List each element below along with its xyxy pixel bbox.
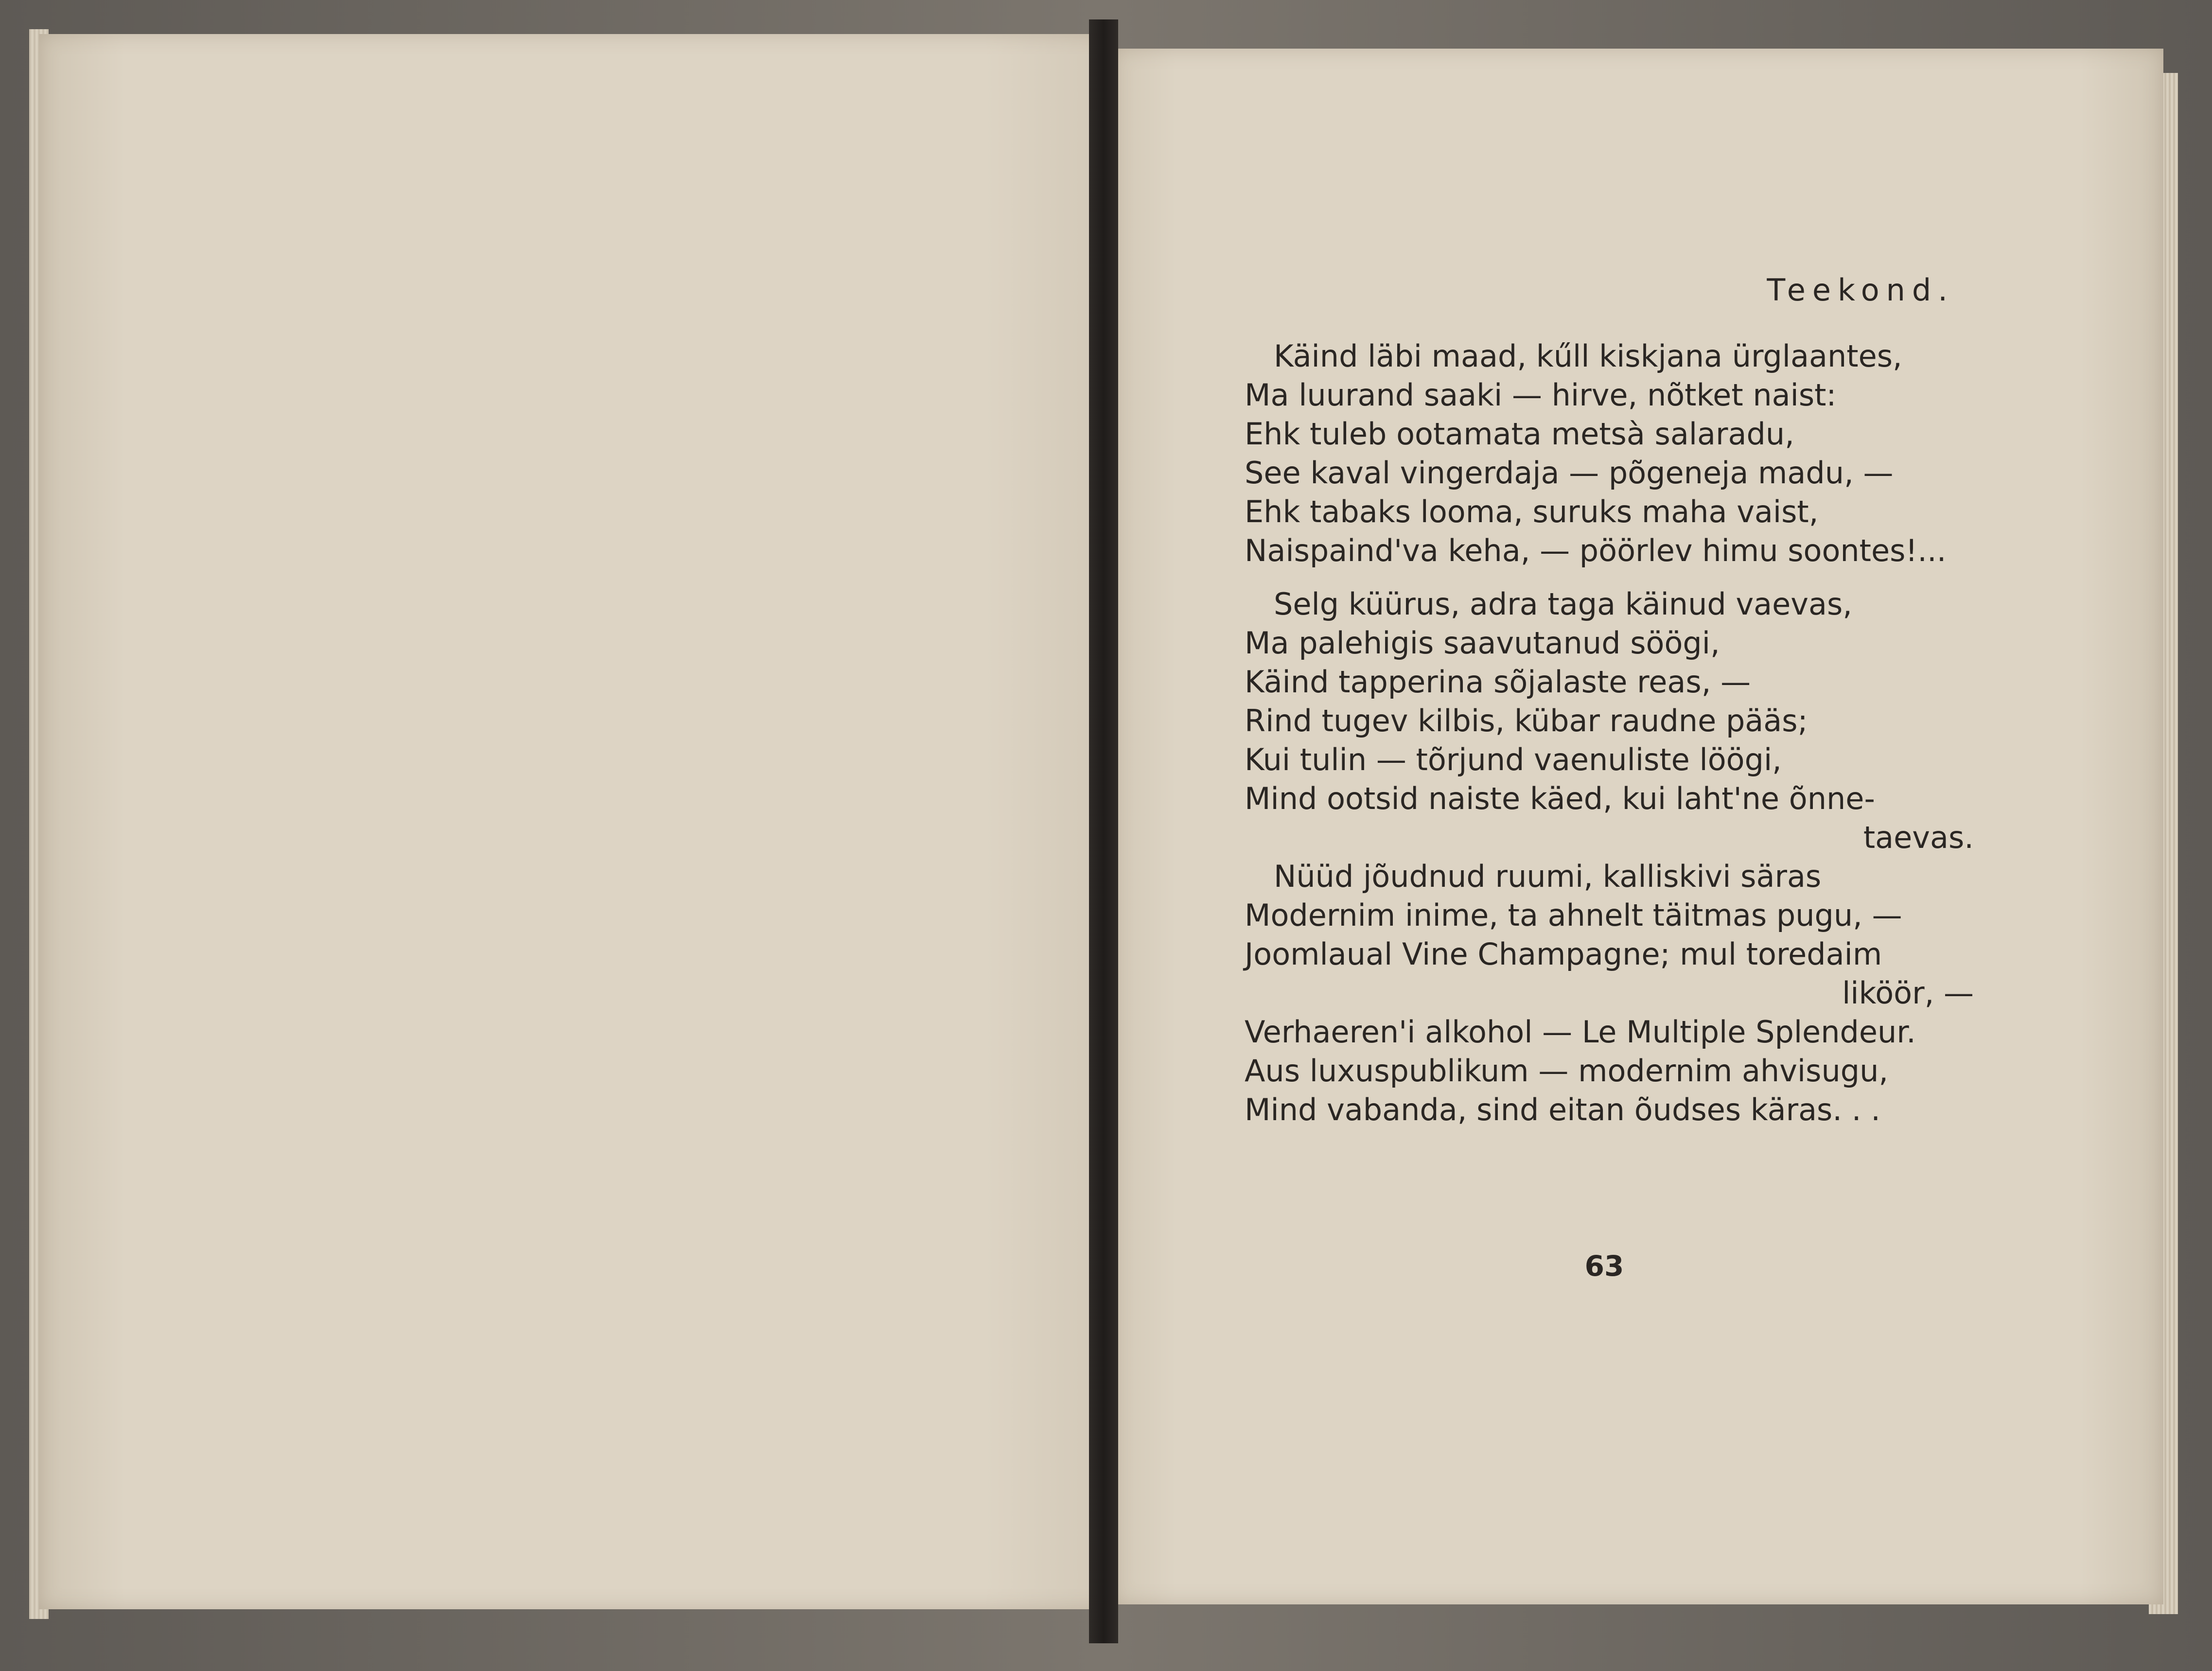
poem-line: Nüüd jõudnud ruumi, kalliskivi säras — [1274, 859, 1822, 894]
poem-line: Joomlaual Vine Champagne; mul toredaim — [1245, 936, 1882, 972]
stanza-gap — [1245, 570, 1974, 585]
poem — [1245, 272, 1974, 1129]
stanza-2 — [1245, 585, 1974, 857]
poem-line: Rind tugev kilbis, kübar raudne pääs; — [1245, 703, 1808, 739]
poem-line: Mind ootsid naiste käed, kui laht'ne õnne- — [1245, 781, 1875, 816]
poem-line: Mind vabanda, sind eitan õudses käras. . . — [1245, 1092, 1880, 1127]
poem-line: Kui tulin — tõrjund vaenuliste löögi, — [1245, 742, 1782, 777]
poem-line: Ehk tabaks looma, suruks maha vaist, — [1245, 494, 1819, 529]
poem-line-continuation: liköör, — — [1842, 975, 1974, 1011]
poem-line: Aus luxuspublikum — modernim ahvisugu, — [1245, 1053, 1889, 1089]
poem-line: Verhaeren'i alkohol — Le Multiple Splendeur. — [1245, 1014, 1916, 1050]
poem-line: Modernim inime, ta ahnelt täitmas pugu, — — [1245, 897, 1902, 933]
poem-line: Selg küürus, adra taga käinud vaevas, — [1274, 586, 1852, 622]
poem-line: Naispaind'va keha, — pöörlev himu soontes!... — [1245, 533, 1947, 568]
book-spine — [1089, 19, 1118, 1643]
poem-line: Käind läbi maad, kűll kiskjana ürglaantes, — [1274, 338, 1902, 374]
stanza-1 — [1245, 337, 1974, 570]
poem-line: Ma luurand saaki — hirve, nõtket naist: — [1245, 377, 1837, 413]
stanza-3 — [1245, 857, 1974, 1129]
poem-title: Teekond. — [1767, 272, 1954, 308]
poem-line: Käind tapperina sõjalaste reas, — — [1245, 664, 1751, 700]
page-number: 63 — [1584, 1249, 1624, 1283]
poem-line: See kaval vingerdaja — põgeneja madu, — — [1245, 455, 1894, 491]
poem-line: Ehk tuleb ootamata metsà salaradu, — [1245, 416, 1794, 452]
left-page-blank — [39, 34, 1116, 1609]
poem-line: Ma palehigis saavutanud söögi, — [1245, 625, 1720, 661]
poem-line-continuation: taevas. — [1863, 820, 1974, 855]
